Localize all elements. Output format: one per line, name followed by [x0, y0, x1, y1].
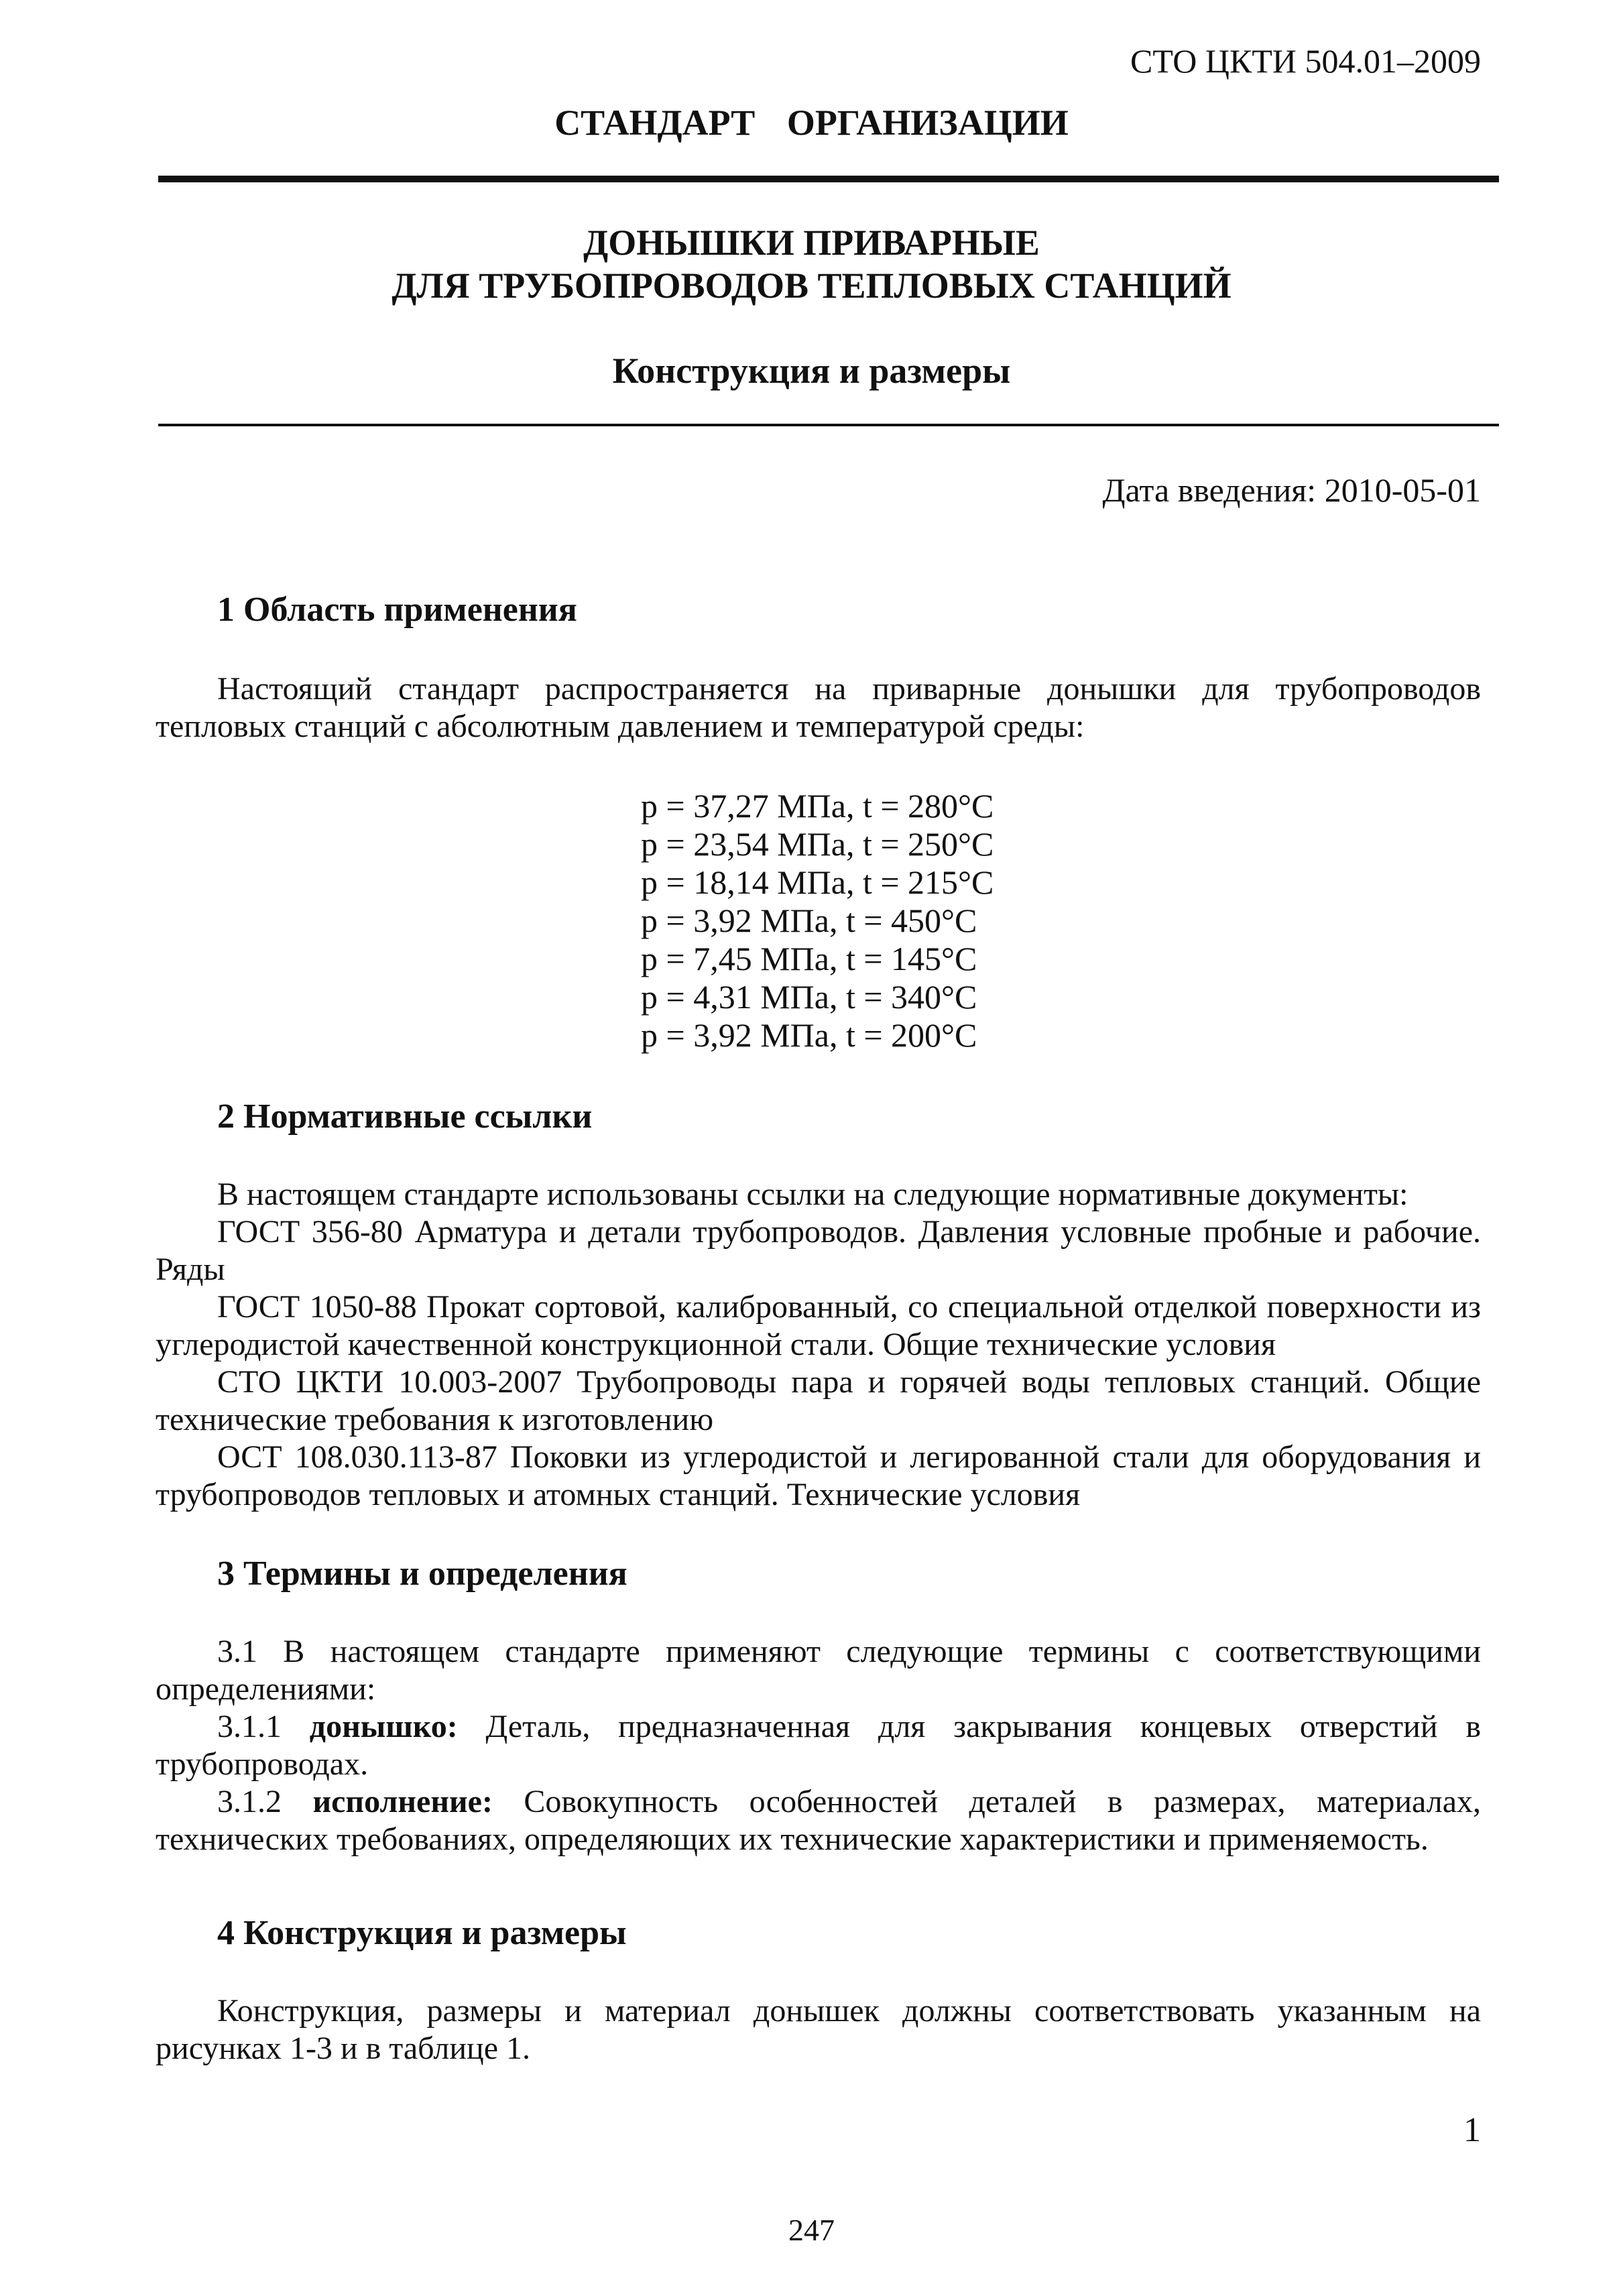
reference-item: ГОСТ 356-80 Арматура и детали трубопроводов. Давления условные пробные и рабочие. Ряды — [156, 1214, 1481, 1287]
param-line: p = 37,27 МПа, t = 280°С — [641, 787, 994, 825]
folio-number: 247 — [788, 2213, 835, 2247]
param-line: p = 4,31 МПа, t = 340°С — [641, 978, 977, 1016]
document-subtitle: Конструкция и размеры — [612, 351, 1011, 391]
references-intro: В настоящем стандарте использованы ссылки на следующие нормативные документы: — [217, 1176, 1408, 1212]
term-name: исполнение: — [312, 1784, 493, 1819]
term-number: 3.1.2 — [217, 1784, 282, 1819]
section-2-body — [156, 1176, 1481, 1514]
section-4-heading: 4 Конструкция и размеры — [217, 1914, 627, 1952]
page-number: 1 — [1463, 2111, 1481, 2149]
organization-standard-title: СТАНДАРТ ОРГАНИЗАЦИИ — [554, 103, 1069, 143]
pressure-temperature-list — [641, 787, 994, 1054]
introduction-date: Дата введения: 2010-05-01 — [1102, 471, 1481, 509]
section-4-body — [156, 1992, 1481, 2067]
section-1-heading: 1 Область применения — [217, 591, 577, 629]
title-divider — [158, 424, 1499, 426]
scope-paragraph: Настоящий стандарт распространяется на приварные донышки для трубопроводов тепловых станций с абсолютным давлением и температурой среды: — [156, 671, 1481, 744]
term-definition-1 — [156, 1708, 1481, 1783]
document-title-line-1: ДОНЫШКИ ПРИВАРНЫЕ — [583, 223, 1040, 263]
reference-item: ГОСТ 1050-88 Прокат сортовой, калиброванный, со специальной отделкой поверхности из углеродистой качественной конструкционной стали. Общие технические условия — [156, 1289, 1481, 1362]
param-line: p = 3,92 МПа, t = 450°С — [641, 902, 977, 939]
reference-item: СТО ЦКТИ 10.003-2007 Трубопроводы пара и горячей воды тепловых станций. Общие технические требования к изготовлению — [156, 1364, 1481, 1437]
term-definition-2 — [156, 1783, 1481, 1858]
term-name: донышко: — [309, 1709, 458, 1744]
section-3-body — [156, 1633, 1481, 1858]
reference-item: ОСТ 108.030.113-87 Поковки из углеродистой и легированной стали для оборудования и трубопроводов тепловых и атомных станций. Технические условия — [156, 1439, 1481, 1512]
section-2-heading: 2 Нормативные ссылки — [217, 1097, 593, 1136]
construction-paragraph: Конструкция, размеры и материал донышек должны соответствовать указанным на рисунках 1-3 и в таблице 1. — [156, 1993, 1481, 2066]
param-line: p = 23,54 МПа, t = 250°С — [641, 825, 994, 863]
document-title-line-2: ДЛЯ ТРУБОПРОВОДОВ ТЕПЛОВЫХ СТАНЦИЙ — [392, 265, 1231, 306]
term-text: Деталь, предназначенная для закрывания концевых отверстий в трубопроводах. — [156, 1709, 1481, 1782]
param-line: p = 18,14 МПа, t = 215°С — [641, 863, 994, 901]
section-1-body — [156, 670, 1481, 745]
param-line: p = 7,45 МПа, t = 145°С — [641, 940, 977, 977]
term-text: Совокупность особенностей деталей в размерах, материалах, технических требованиях, определяющих их технические характеристики и применяемость. — [156, 1784, 1482, 1857]
param-line: p = 3,92 МПа, t = 200°С — [641, 1016, 977, 1054]
terms-intro: 3.1 В настоящем стандарте применяют следующие термины с соответствующими определениями: — [156, 1634, 1481, 1707]
document-code: СТО ЦКТИ 504.01–2009 — [1130, 42, 1481, 80]
term-number: 3.1.1 — [217, 1709, 282, 1744]
section-3-heading: 3 Термины и определения — [217, 1555, 627, 1593]
header-divider — [158, 176, 1499, 182]
